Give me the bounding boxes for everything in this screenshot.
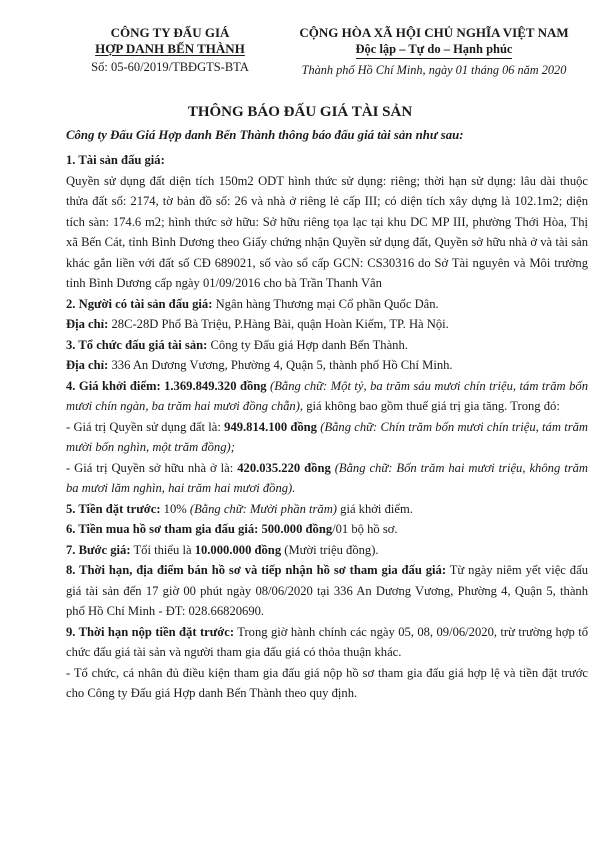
- item-label: - Giá trị Quyền sở hữu nhà ở là:: [66, 460, 238, 475]
- place-date: Thành phố Hồ Chí Minh, ngày 01 tháng 06 năm 2020: [301, 63, 567, 77]
- org-header: [66, 25, 274, 75]
- section-6-heading: 6. Tiền mua hồ sơ tham gia đấu giá: 500.000 đồng: [66, 522, 333, 536]
- section-3-text: Công ty Đấu giá Hợp danh Bến Thành.: [207, 337, 408, 352]
- section-9-text: Trong giờ hành chính các ngày 05, 08, 09/06/2020, trừ trường hợp tổ chức đấu giá tài sản và người tham gia đấu giá có thỏa thuận khác.: [66, 624, 588, 659]
- section-4: [66, 376, 588, 417]
- section-2-text: Ngân hàng Thương mại Cổ phần Quốc Dân.: [212, 296, 439, 311]
- section-1: [66, 150, 588, 171]
- national-header: [280, 25, 588, 78]
- address-value: 28C-28D Phố Bà Triệu, P.Hàng Bài, quận Hoàn Kiếm, TP. Hà Nội.: [108, 317, 449, 331]
- section-2-address: [66, 314, 588, 335]
- section-6: [66, 519, 588, 540]
- section-7-tail: (Mười triệu đồng).: [281, 542, 379, 557]
- section-2: [66, 294, 588, 315]
- section-7-pre: Tối thiểu là: [130, 542, 195, 557]
- doc-number: Số: 05-60/2019/TBĐGTS-BTA: [91, 60, 249, 74]
- intro-line: Công ty Đấu Giá Hợp danh Bến Thành thông báo đấu giá tài sản như sau:: [66, 128, 464, 142]
- section-8-text: Từ ngày niêm yết việc đấu giá tài sản đến 17 giờ 00 phút ngày 08/06/2020 tại 336 An Dương Vương, Phường 4, Quận 5, thành phố Hồ Chí Minh - ĐT: 028.66820690.: [66, 563, 588, 618]
- section-5-heading: 5. Tiền đặt trước:: [66, 501, 161, 516]
- item-words: (Bằng chữ: Bốn trăm hai mươi triệu, không trăm ba mươi lăm nghìn, hai trăm hai mươi đồng).: [66, 460, 588, 495]
- item-value: 420.035.220 đồng: [237, 460, 331, 475]
- item-value: 949.814.100 đồng: [224, 419, 317, 434]
- section-1-heading: 1. Tài sản đấu giá:: [66, 153, 165, 167]
- item-words: (Bằng chữ: Chín trăm bốn mươi chín triệu, tám trăm mười bốn nghìn, một trăm đồng);: [66, 419, 588, 454]
- section-4-item-1: [66, 417, 588, 458]
- section-3: [66, 335, 588, 356]
- section-9-note: - Tổ chức, cá nhân đủ điều kiện tham gia đấu giá nộp hồ sơ tham gia đấu giá hợp lệ và tiền đặt trước cho Công ty Đấu giá Hợp danh Bến Thành theo quy định.: [66, 665, 588, 700]
- section-5-value: 10%: [160, 501, 190, 516]
- item-label: - Giá trị Quyền sử dụng đất là:: [66, 419, 225, 434]
- motto: Độc lập – Tự do – Hạnh phúc: [356, 41, 513, 59]
- section-5-words: (Bằng chữ: Mười phần trăm): [189, 501, 337, 516]
- country-name: CỘNG HÒA XÃ HỘI CHỦ NGHĨA VIỆT NAM: [299, 25, 569, 40]
- section-2-heading: 2. Người có tài sản đấu giá:: [66, 296, 213, 311]
- section-4-words: (Bằng chữ: Một tỷ, ba trăm sáu mươi chín triệu, tám trăm bốn mươi chín ngàn, ba trăm hai mươi đồng chẵn): [66, 378, 588, 413]
- section-7-value: 10.000.000 đồng: [194, 542, 282, 557]
- section-7: [66, 540, 588, 561]
- section-7-heading: 7. Bước giá:: [66, 542, 131, 557]
- org-name-line1: CÔNG TY ĐẤU GIÁ: [110, 25, 230, 40]
- document-title: THÔNG BÁO ĐẤU GIÁ TÀI SẢN: [187, 104, 413, 120]
- section-4-item-2: [66, 458, 588, 499]
- section-6-tail: /01 bộ hồ sơ.: [332, 522, 398, 536]
- section-4-heading: 4. Giá khởi điểm: 1.369.849.320 đồng: [66, 378, 267, 393]
- section-8: [66, 560, 588, 622]
- section-3-heading: 3. Tổ chức đấu giá tài sản:: [66, 337, 208, 352]
- section-5: [66, 499, 588, 520]
- section-9: [66, 622, 588, 663]
- section-1-text: Quyền sử dụng đất diện tích 150m2 ODT hình thức sử dụng: riêng; thời hạn sử dụng: lâu dài thuộc thửa đất số: 2174, tờ bản đồ số: 26 và nhà ở riêng lẻ cấp III; có diện tích xây dựng là 102.1m2; diện tích sàn: 174.6 m2; hình thức sở hữu: Sở hữu riêng tọa lạc tại khu DC MP III, phường Thới Hòa, Thị xã Bến Cát, tỉnh Bình Dương theo Giấy chứng nhận Quyền sử dụng đất, Quyền sở hữu nhà ở và tài sản khác gắn liền với đất số CĐ 689021, số vào sổ cấp GCN: CS30316 do Sở Tài nguyên và Môi trường tỉnh Bình Dương cấp ngày 01/09/2016 cho bà Trần Thanh Vân: [66, 173, 588, 290]
- address-label: Địa chỉ:: [66, 358, 109, 372]
- address-label: Địa chỉ:: [66, 317, 109, 331]
- section-4-tail: , giá không bao gồm thuế giá trị gia tăng. Trong đó:: [299, 399, 560, 413]
- section-5-tail: giá khởi điểm.: [337, 501, 413, 516]
- section-3-address: [66, 355, 588, 376]
- address-value: 336 An Dương Vương, Phường 4, Quận 5, thành phố Hồ Chí Minh.: [108, 358, 453, 372]
- document-body: [66, 150, 588, 704]
- org-name-line2: HỢP DANH BẾN THÀNH: [95, 41, 245, 56]
- section-8-heading: 8. Thời hạn, địa điểm bán hồ sơ và tiếp nhận hồ sơ tham gia đấu giá:: [66, 563, 447, 577]
- section-9-heading: 9. Thời hạn nộp tiền đặt trước:: [66, 624, 235, 639]
